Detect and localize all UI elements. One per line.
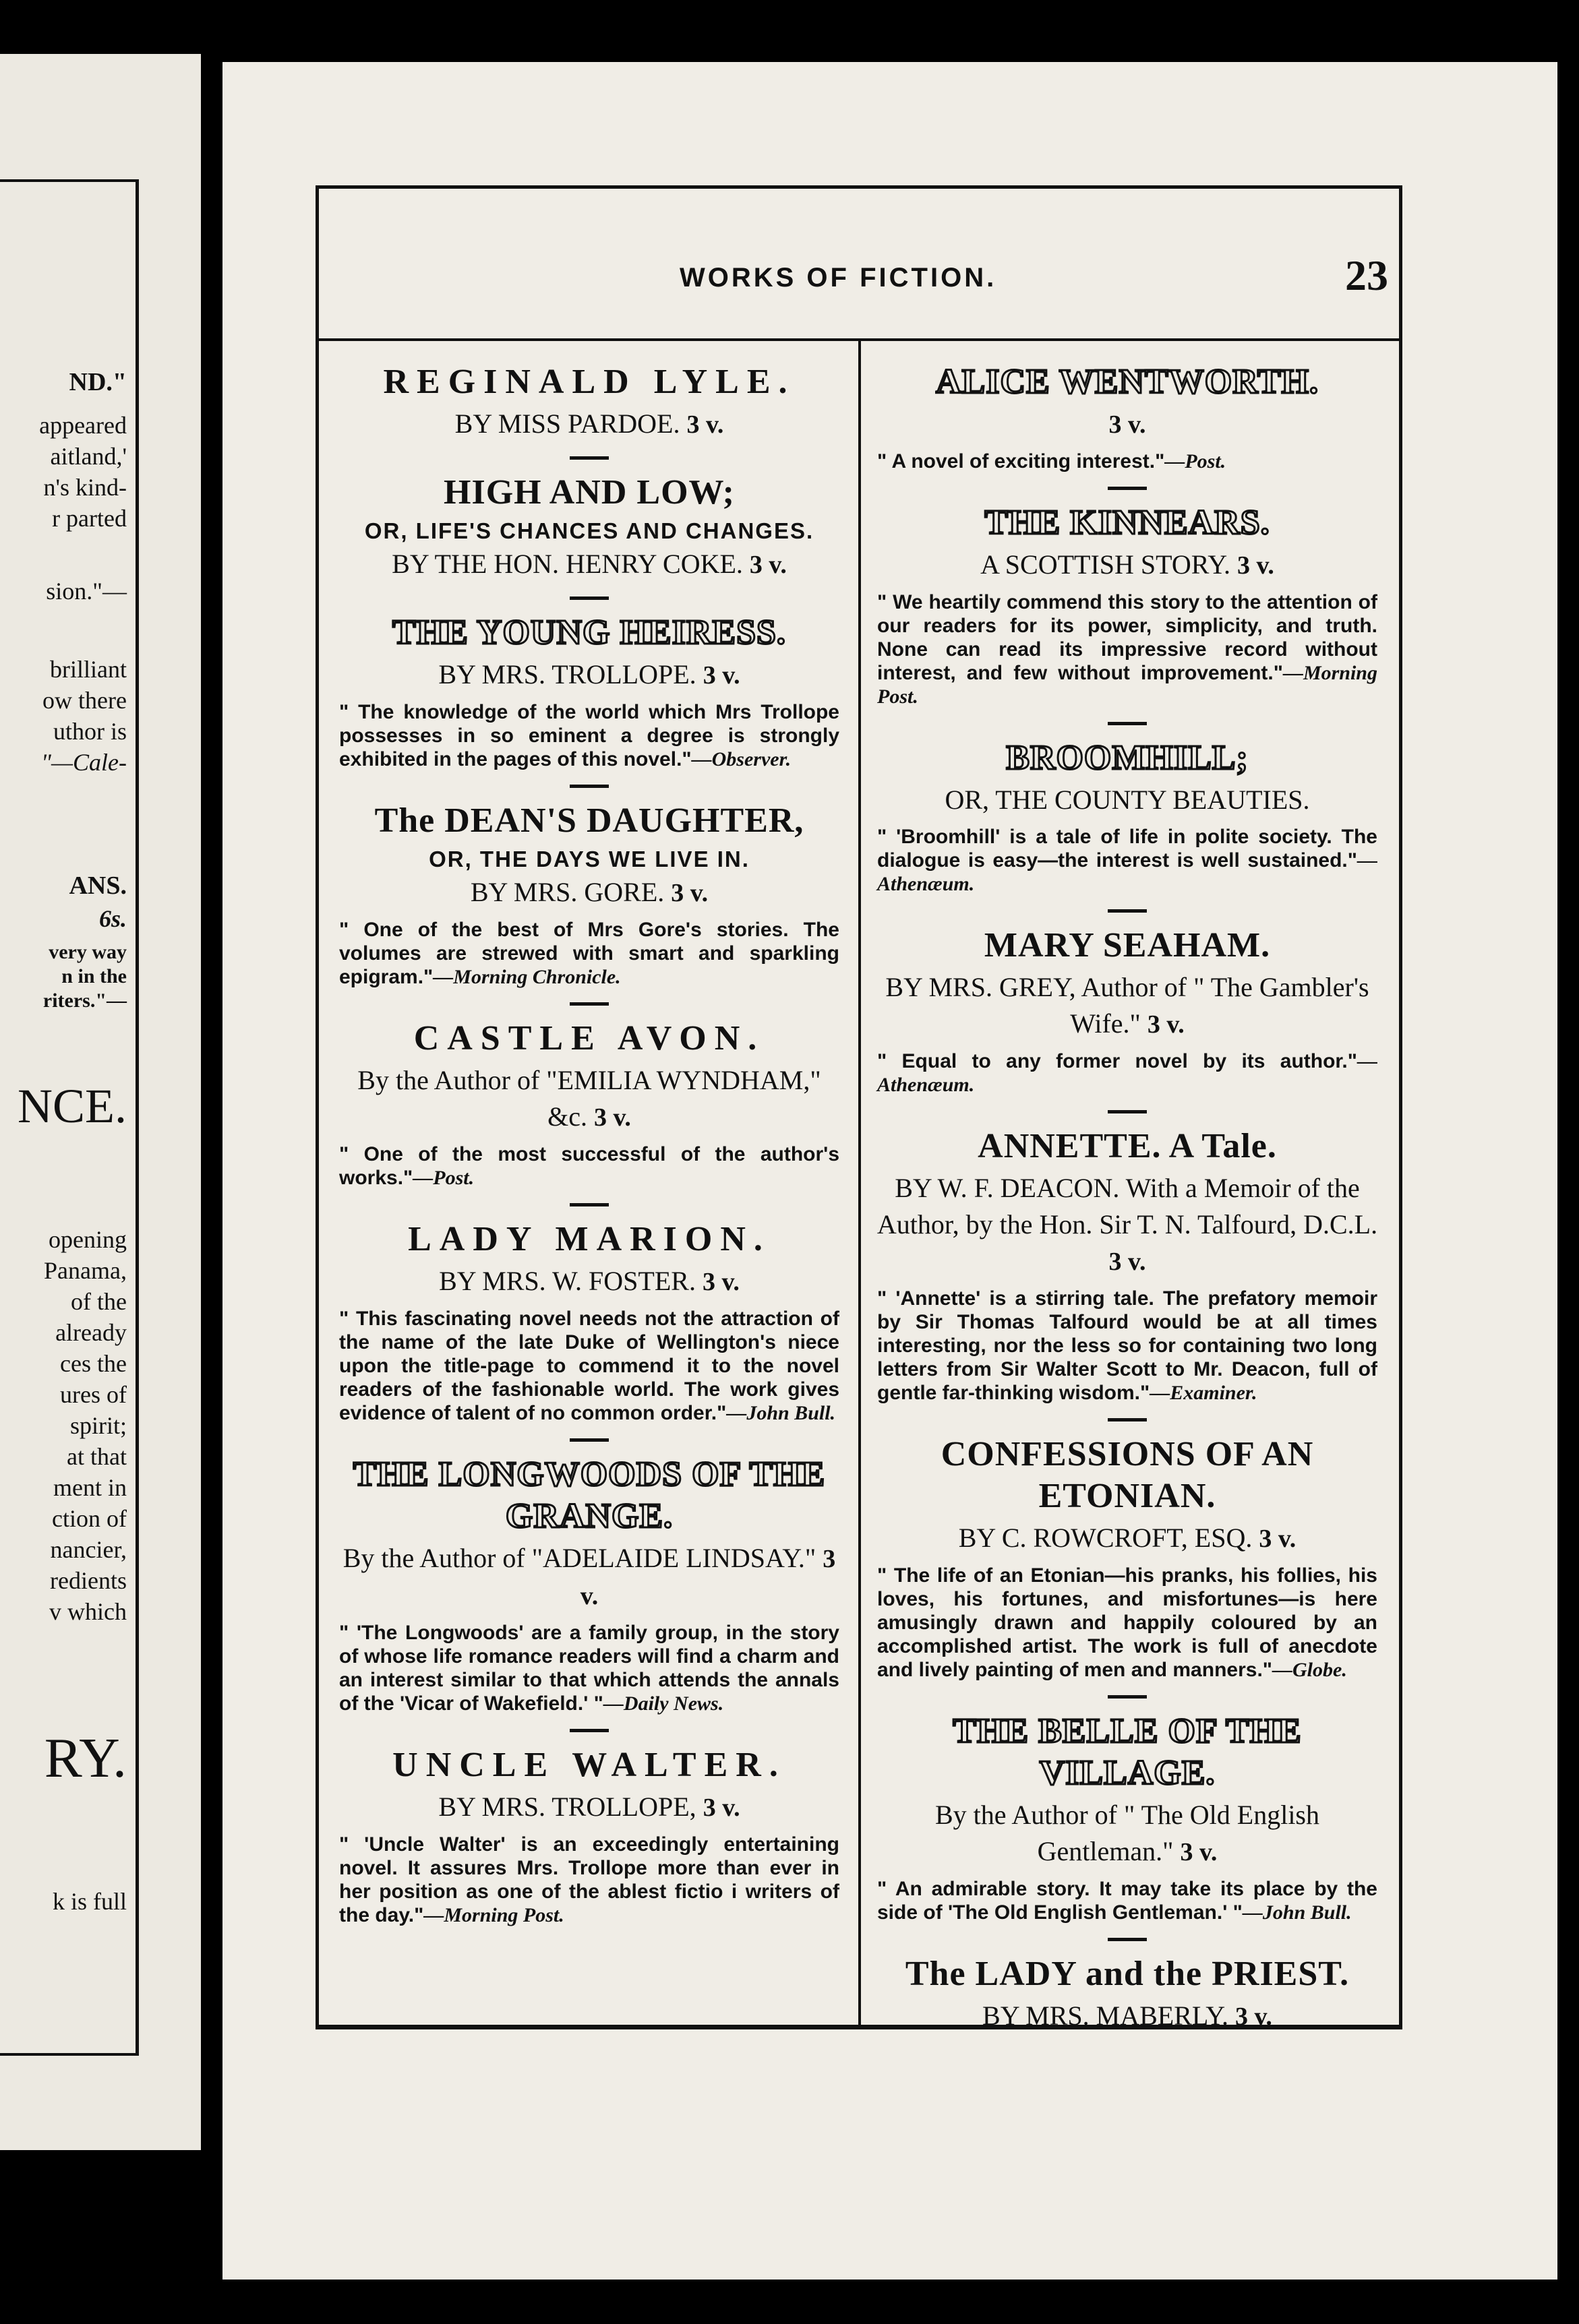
volume-count: 3 v. [1259,1525,1297,1553]
review-quote: " 'Broomhill' is a tale of life in polite society. The dialogue is easy—the interest is well sustained." [877,826,1377,872]
volume-count: 3 v. [1108,1248,1146,1276]
book-author-line [336,1263,842,1300]
facing-page-text-fragment: sion."— [46,578,127,605]
facing-page-text-fragment: ction of [52,1505,127,1532]
entry-divider-rule [1108,1695,1147,1699]
book-author: BY MRS. TROLLOPE, [438,1792,696,1822]
facing-page-text-fragment: very way [49,941,127,963]
book-author: BY W. F. DEACON. With a Memoir of the Author, by the Hon. Sir T. N. Talfourd, D.C.L. [876,1173,1378,1240]
press-review [339,1833,839,1927]
press-review [339,1142,839,1190]
facing-page-text-fragment: riters."— [42,989,127,1012]
entry-divider-rule [570,456,609,460]
review-quote: " The knowledge of the world which Mrs Trollope possesses in so eminent a degree is strongly exhibited in the pages of this novel." [339,701,839,770]
book-author-line [874,1797,1380,1870]
review-source: —Athenæum. [877,849,1377,895]
book-title: UNCLE WALTER. [392,1746,786,1784]
facing-page-text-fragment: ures of [60,1381,127,1408]
review-source: —John Bull. [1242,1901,1352,1924]
book-entry [874,502,1380,708]
volume-count: 3 v. [686,410,724,439]
book-author-line [336,406,842,443]
facing-page-text-fragment: 6s. [98,905,127,932]
book-author: By the Author of "EMILIA WYNDHAM," &c. [357,1065,821,1132]
review-quote: " We heartily commend this story to the attention of our readers for its power, simplicity, and truth. None can read its impressive record without interest, and few without improvement." [877,591,1377,684]
facing-page-text-fragment: ND." [69,368,127,396]
book-entry [336,1744,842,1927]
review-source: —Examiner. [1150,1382,1257,1404]
book-title: CASTLE AVON. [413,1019,765,1058]
book-title: THE YOUNG HEIRESS. [392,613,786,652]
book-author-line [874,969,1380,1043]
running-head: WORKS OF FICTION. [680,263,997,293]
review-source: —Post. [1164,450,1226,472]
book-author: By the Author of " The Old English Gentleman." [935,1800,1319,1866]
book-author-line [336,1789,842,1826]
review-source: —Globe. [1272,1659,1347,1681]
press-review [877,1287,1377,1405]
review-source: —Morning Post. [423,1904,564,1926]
review-quote: " The life of an Etonian—his pranks, his follies, his loves, his fortunes, and misfortunes—is here amusingly drawn and happily coloured by an accomplished artist. The work is full of anecdote and lively painting of men and manners." [877,1564,1377,1681]
facing-page-text-fragment: opening [49,1226,127,1253]
right-column [862,338,1399,2031]
facing-page-text-fragment: RY. [44,1727,127,1790]
book-author: BY MRS. W. FOSTER. [439,1266,696,1296]
page-number: 23 [1345,251,1388,299]
review-source: —Athenæum. [877,1050,1377,1096]
review-quote: " A novel of exciting interest." [877,450,1165,472]
book-entry [336,612,842,771]
review-source: —Morning Post. [877,662,1377,708]
volume-count: 3 v. [1180,1838,1218,1866]
facing-page-text-fragment: v which [49,1598,127,1625]
book-author: BY MRS. GORE. [470,877,665,907]
facing-page-text-fragment: k is full [52,1888,127,1915]
book-author-line [874,1998,1380,2035]
book-author: By the Author of "ADELAIDE LINDSAY." [342,1543,816,1573]
book-title: HIGH AND LOW; [444,473,735,512]
book-title: ALICE WENTWORTH. [936,363,1319,401]
facing-page-text-fragment: nancier, [50,1536,127,1563]
book-author-line [336,1062,842,1136]
book-entry [874,1953,1380,2035]
book-title: The LADY and the PRIEST. [905,1955,1350,1993]
book-title: CONFESSIONS OF AN ETONIAN. [941,1435,1314,1515]
review-quote: " Equal to any former novel by its author." [877,1050,1357,1072]
book-entry [336,361,842,443]
press-review [877,590,1377,708]
facing-page-text-fragment: ment in [53,1474,127,1501]
volume-count: 3 v. [671,879,709,907]
press-review [877,1564,1377,1682]
book-author-line [874,406,1380,443]
facing-page-text-fragment: "—Cale- [40,749,127,776]
facing-page-text-fragment: r parted [52,505,127,532]
book-author-line [336,546,842,583]
book-entry [874,361,1380,473]
review-quote: " This fascinating novel needs not the attraction of the name of the late Duke of Wellington's niece upon the title-page to commend it to the novel readers of the fashionable world. The work gives evidence of talent of no common order." [339,1308,839,1424]
press-review [339,700,839,771]
book-entry [336,472,842,583]
book-author: BY MRS. TROLLOPE. [438,659,696,690]
volume-count: 3 v. [703,661,740,690]
press-review [877,450,1377,473]
facing-page-text-fragment: ces the [60,1350,127,1377]
book-author-line [336,656,842,694]
book-subtitle: OR, THE DAYS WE LIVE IN. [429,847,750,872]
facing-page-top-rule [0,179,139,182]
book-author: BY THE HON. HENRY COKE. [392,549,743,579]
book-entry [874,737,1380,896]
facing-page-text-fragment: already [55,1319,127,1346]
book-subtitle: OR, LIFE'S CHANCES AND CHANGES. [364,518,814,543]
left-column [319,338,858,2025]
book-author: BY MISS PARDOE. [454,408,680,439]
facing-page-text-fragment: Panama, [44,1257,127,1284]
press-review [877,1049,1377,1097]
book-author-line [874,782,1380,818]
book-author: BY MRS. GREY, Author of " The Gambler's Wife." [885,972,1369,1039]
book-author: BY C. ROWCROFT, ESQ. [958,1523,1253,1553]
facing-page-text-fragment: appeared [39,412,127,439]
facing-page-fragment [0,54,201,2150]
volume-count: 3 v. [703,1794,740,1822]
facing-page-text-fragment: ANS. [69,872,127,900]
book-entry [874,1711,1380,1924]
volume-count: 3 v. [593,1103,631,1132]
book-entry [336,800,842,989]
facing-page-text-fragment: at that [67,1443,127,1470]
facing-page-text-fragment: of the [71,1288,127,1315]
book-title: THE LONGWOODS OF THE GRANGE. [353,1455,826,1535]
facing-page-text-fragment: brilliant [50,656,127,683]
book-entry [874,1126,1380,1405]
book-author: BY MRS. MABERLY. [982,2000,1229,2031]
volume-count: 3 v. [1235,2002,1272,2031]
column-divider [858,338,861,2025]
book-author-line [874,1520,1380,1557]
book-title: THE BELLE OF THE VILLAGE. [953,1712,1302,1792]
entry-divider-rule [570,785,609,788]
book-author-line [336,1540,842,1614]
review-quote: " One of the most successful of the author's works." [339,1143,839,1189]
book-author-line [336,874,842,911]
entry-divider-rule [1108,1110,1147,1113]
book-author-line [874,547,1380,584]
entry-divider-rule [1108,722,1147,725]
review-quote: " 'Annette' is a stirring tale. The prefatory memoir by Sir Thomas Talfourd would be at all times interesting, nor the less so for containing two long letters from Sir Walter Scott to Mr. Deacon, full of gentle far-thinking wisdom." [877,1287,1377,1404]
entry-divider-rule [570,597,609,600]
press-review [339,1307,839,1425]
press-review [877,1877,1377,1924]
review-quote: " 'The Longwoods' are a family group, in the story of whose life romance readers will find a charm and an interest similar to that which attends the annals of the 'Vicar of Wakefield.' " [339,1622,839,1715]
volume-count: 3 v. [580,1545,836,1610]
book-entry [336,1454,842,1715]
facing-page-text-fragment: spirit; [69,1412,127,1439]
facing-page-text-fragment: n in the [61,965,127,987]
page-frame [316,185,1402,2029]
book-title: REGINALD LYLE. [383,363,796,401]
book-page [222,62,1557,2280]
volume-count: 3 v. [702,1268,740,1296]
facing-page-text-fragment: NCE. [18,1079,127,1133]
book-entry [336,1219,842,1425]
facing-page-text-fragment: n's kind- [43,474,127,501]
facing-page-bottom-rule [0,2053,139,2056]
volume-count: 3 v. [1237,551,1274,580]
book-title: ANNETTE. A Tale. [978,1127,1277,1165]
entry-divider-rule [570,1203,609,1206]
book-title: The DEAN'S DAUGHTER, [374,801,804,840]
press-review [877,825,1377,896]
facing-page-text-fragment: aitland,' [50,443,127,470]
volume-count: 3 v. [1147,1010,1185,1039]
book-entry [336,1018,842,1190]
book-author: OR, THE COUNTY BEAUTIES. [945,785,1310,815]
entry-divider-rule [1108,1938,1147,1941]
review-source: —Morning Chronicle. [433,966,621,988]
review-source: —Observer. [691,748,792,770]
facing-page-text-fragment: redients [50,1567,127,1594]
review-quote: " One of the best of Mrs Gore's stories. The volumes are strewed with smart and sparkling epigram." [339,919,839,988]
entry-divider-rule [1108,909,1147,913]
facing-page-text-fragment: uthor is [53,718,127,745]
entry-divider-rule [1108,1418,1147,1421]
facing-page-frame-rule [136,179,139,2056]
review-source: —John Bull. [726,1402,836,1424]
entry-divider-rule [570,1729,609,1732]
book-author-line [874,1170,1380,1280]
entry-divider-rule [570,1002,609,1006]
book-title: THE KINNEARS. [984,503,1270,542]
review-source: —Daily News. [603,1692,724,1715]
book-entry [874,925,1380,1097]
book-author: A SCOTTISH STORY. [980,549,1230,580]
review-source: —Post. [413,1167,475,1189]
volume-count: 3 v. [749,551,787,579]
press-review [339,918,839,989]
entry-divider-rule [1108,487,1147,490]
review-quote: " 'Uncle Walter' is an exceedingly entertaining novel. It assures Mrs. Trollope more than ever in her position as one of the ablest fictio i writers of the day." [339,1833,839,1926]
page-header [319,189,1399,341]
book-title: LADY MARION. [408,1220,771,1258]
book-entry [874,1434,1380,1682]
book-title: BROOMHILL; [1006,739,1249,777]
press-review [339,1621,839,1715]
facing-page-text-fragment: ow there [42,687,127,714]
book-title: MARY SEAHAM. [984,926,1271,965]
volume-count: 3 v. [1108,410,1146,439]
entry-divider-rule [570,1438,609,1442]
review-quote: " An admirable story. It may take its place by the side of 'The Old English Gentleman.' " [877,1878,1377,1924]
